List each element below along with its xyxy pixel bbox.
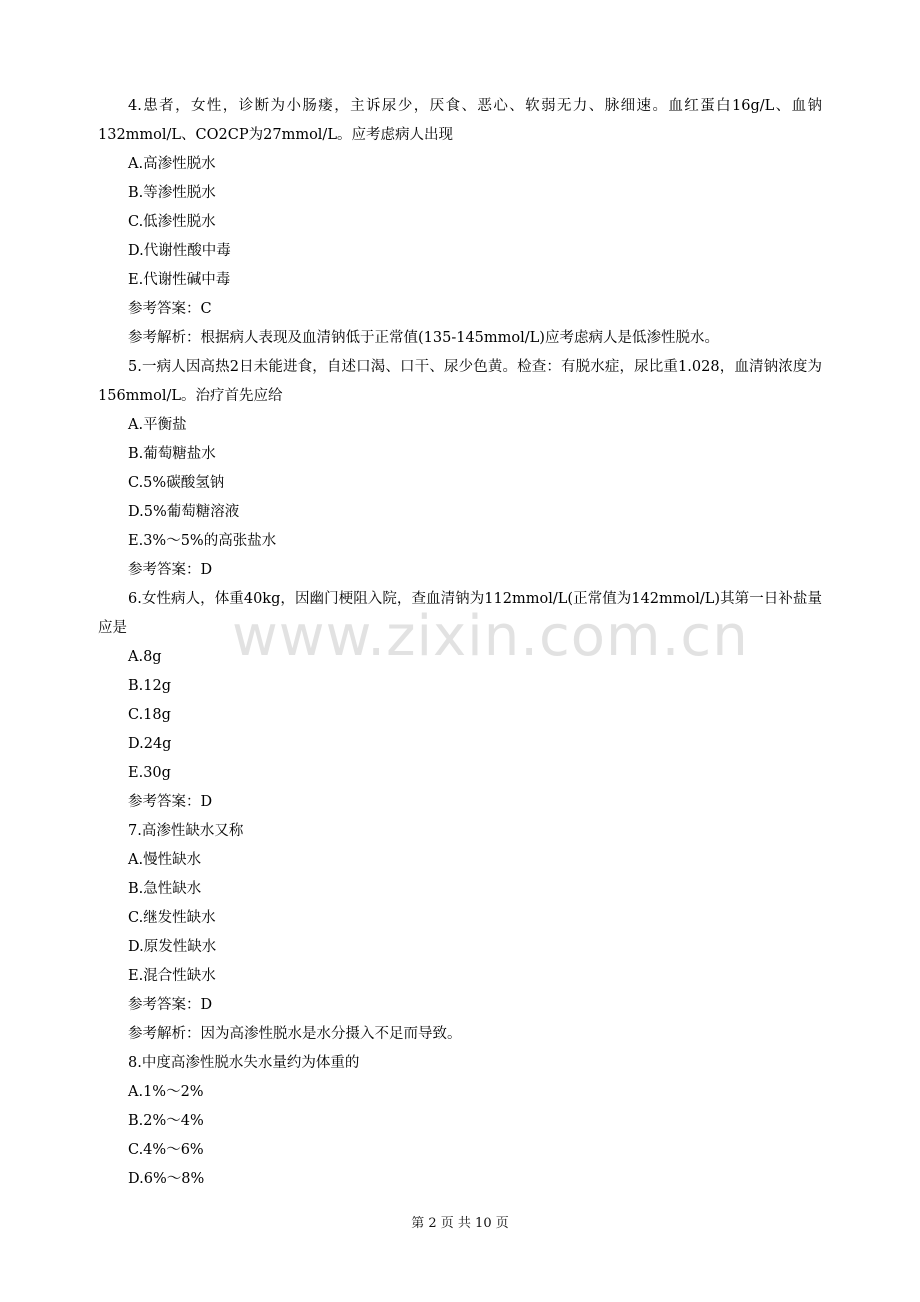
option-b: B.等渗性脱水: [128, 185, 216, 201]
option-a: A.1%～2%: [128, 1084, 204, 1100]
question-stem: 6.女性病人，体重40kg，因幽门梗阻入院，查血清钠为112mmol/L(正常值为142mmol/L)其第一日补盐量应是: [98, 591, 822, 636]
option-d: D.5%葡萄糖溶液: [128, 504, 240, 520]
reference-answer: 参考答案：D: [128, 562, 213, 578]
option-d: D.代谢性酸中毒: [128, 243, 231, 259]
option-e: E.混合性缺水: [128, 968, 216, 984]
option-d: D.原发性缺水: [128, 939, 217, 955]
option-b: B.急性缺水: [128, 881, 202, 897]
option-c: C.18g: [128, 707, 171, 723]
question-stem: 8.中度高渗性脱水失水量约为体重的: [128, 1055, 360, 1071]
question-block: [98, 817, 822, 1049]
option-a: A.高渗性脱水: [128, 156, 216, 172]
question-block: [98, 585, 822, 817]
reference-analysis: 参考解析：因为高渗性脱水是水分摄入不足而导致。: [128, 1026, 462, 1042]
option-c: C.低渗性脱水: [128, 214, 216, 230]
option-c: C.继发性缺水: [128, 910, 216, 926]
option-b: B.2%～4%: [128, 1113, 204, 1129]
option-c: C.5%碳酸氢钠: [128, 475, 225, 491]
option-e: E.30g: [128, 765, 171, 781]
option-a: A.慢性缺水: [128, 852, 202, 868]
option-e: E.代谢性碱中毒: [128, 272, 231, 288]
option-c: C.4%～6%: [128, 1142, 204, 1158]
reference-answer: 参考答案：C: [128, 301, 212, 317]
question-stem: 7.高渗性缺水又称: [128, 823, 244, 839]
watermark: www.zixin.com.cn: [232, 604, 749, 669]
question-stem: 5.一病人因高热2日未能进食，自述口渴、口干、尿少色黄。检查：有脱水症，尿比重1.028，血清钠浓度为156mmol/L。治疗首先应给: [98, 359, 822, 404]
option-a: A.平衡盐: [128, 417, 187, 433]
option-b: B.12g: [128, 678, 171, 694]
reference-answer: 参考答案：D: [128, 794, 213, 810]
reference-answer: 参考答案：D: [128, 997, 213, 1013]
option-a: A.8g: [128, 649, 162, 665]
question-block: [98, 353, 822, 585]
question-block: [98, 1049, 822, 1194]
question-list: [98, 92, 822, 1194]
option-d: D.24g: [128, 736, 172, 752]
option-d: D.6%～8%: [128, 1171, 205, 1187]
page-footer: 第 2 页 共 10 页: [411, 1216, 509, 1231]
option-b: B.葡萄糖盐水: [128, 446, 216, 462]
option-e: E.3%～5%的高张盐水: [128, 533, 277, 549]
question-stem: 4.患者，女性，诊断为小肠瘘，主诉尿少，厌食、恶心、软弱无力、脉细速。血红蛋白16g/L、血钠132mmol/L、CO2CP为27mmol/L。应考虑病人出现: [98, 98, 822, 143]
reference-analysis: 参考解析：根据病人表现及血清钠低于正常值(135-145mmol/L)应考虑病人是低渗性脱水。: [128, 330, 719, 346]
question-block: [98, 92, 822, 353]
